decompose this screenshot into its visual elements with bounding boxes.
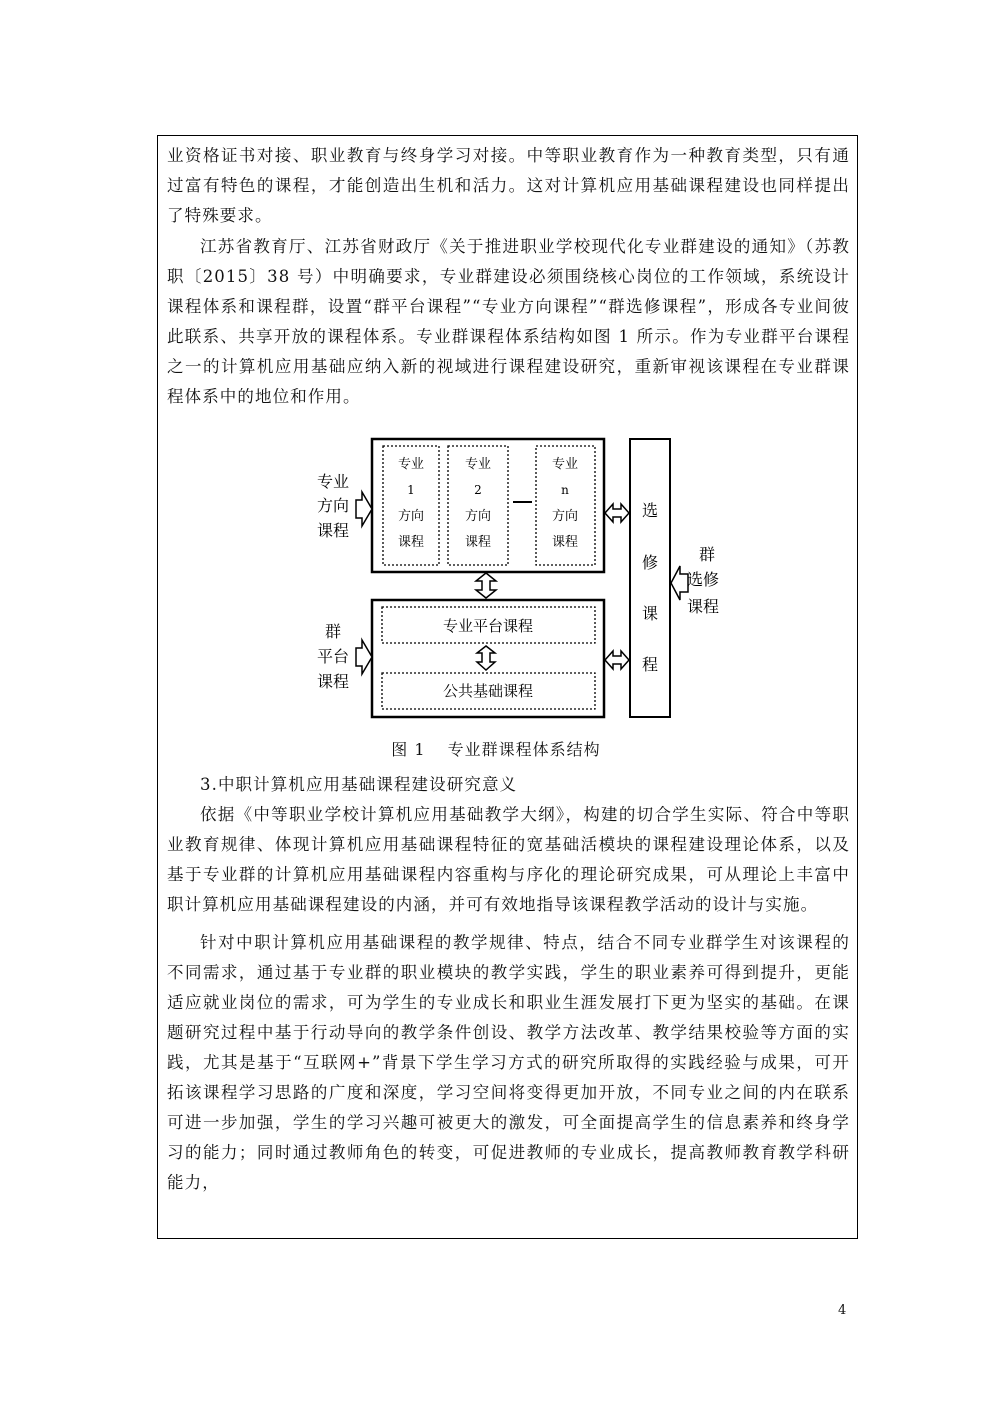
vertical-double-arrow-bottom (477, 646, 495, 670)
major-direction-label-3: 课程 (316, 521, 350, 540)
text-block-significance (167, 770, 850, 1198)
platform-label-1: 群 (324, 622, 342, 641)
elective-label-3: 课程 (686, 597, 720, 616)
section-heading: 3.中职计算机应用基础课程建设研究意义 (200, 775, 518, 794)
major-1-line2: 1 (407, 483, 415, 497)
horizontal-double-arrow-bottom (605, 651, 629, 669)
paragraph-continued: 业资格证书对接、职业教育与终身学习对接。中等职业教育作为一种教育类型，只有通过富有特色的课程，才能创造出生机和活力。这对计算机应用基础课程建设也同样提出了特殊要求。 (167, 146, 850, 225)
major-2-line1: 专业 (464, 457, 492, 472)
input-arrow-major (356, 492, 372, 526)
major-1-line1: 专业 (397, 457, 425, 472)
major-1-line4: 课程 (397, 535, 425, 550)
major-direction-label-2: 方向 (316, 496, 350, 515)
platform-course-label: 专业平台课程 (442, 617, 534, 635)
elective-char-3: 课 (641, 604, 659, 623)
course-structure-diagram (300, 430, 720, 730)
public-course-label: 公共基础课程 (442, 682, 534, 700)
major-2-line3: 方向 (464, 509, 492, 524)
major-2-line2: 2 (474, 483, 482, 497)
text-block-top (167, 141, 850, 231)
major-1-line3: 方向 (397, 509, 425, 524)
major-direction-label-1: 专业 (316, 472, 350, 491)
figure-caption-number: 图 1 (391, 740, 426, 759)
elective-char-2: 修 (641, 553, 659, 572)
platform-label-2: 平台 (316, 647, 350, 666)
horizontal-double-arrow-top (605, 504, 629, 522)
paragraph-syllabus: 依据《中等职业学校计算机应用基础教学大纲》，构建的切合学生实际、符合中等职业教育规律、体现计算机应用基础课程特征的宽基础活模块的课程建设理论体系，以及基于专业群的计算机应用基础课程内容重构与序化的理论研究成果，可从理论上丰富中职计算机应用基础课程建设的内涵，并可有效地指导该课程教学活动的设计与实施。 (167, 805, 850, 914)
major-n-line1: 专业 (551, 457, 579, 472)
elective-char-1: 选 (641, 501, 659, 520)
major-n-line4: 课程 (551, 535, 579, 550)
elective-label-1: 群 (698, 545, 716, 564)
elective-label-2: 选修 (686, 570, 720, 589)
input-arrow-elective (671, 566, 688, 600)
paragraph-notice: 江苏省教育厅、江苏省财政厅《关于推进职业学校现代化专业群建设的通知》（苏教职〔2015〕38 号）中明确要求，专业群建设必须围绕核心岗位的工作领域，系统设计课程体系和课程群，设置“群平台课程”“专业方向课程”“群选修课程”，形成各专业间彼此联系、共享开放的课程体系。专业群课程体系结构如图 1 所示。作为专业群平台课程之一的计算机应用基础应纳入新的视域进行课程建设研究，重新审视该课程在专业群课程体系中的地位和作用。 (167, 237, 850, 406)
input-arrow-platform (356, 640, 372, 674)
platform-label-3: 课程 (316, 672, 350, 691)
page-number: 4 (838, 1303, 847, 1318)
vertical-double-arrow-top (476, 573, 496, 598)
elective-course-box (630, 439, 670, 717)
major-n-line2: n (561, 483, 569, 497)
text-block-notice (167, 232, 850, 412)
elective-char-4: 程 (641, 655, 659, 674)
figure-caption-text: 专业群课程体系结构 (447, 740, 601, 759)
major-n-line3: 方向 (551, 509, 579, 524)
major-2-line4: 课程 (464, 535, 492, 550)
paragraph-practice: 针对中职计算机应用基础课程的教学规律、特点，结合不同专业群学生对该课程的不同需求，通过基于专业群的职业模块的教学实践，学生的职业素养可得到提升，更能适应就业岗位的需求，可为学生的专业成长和职业生涯发展打下更为坚实的基础。在课题研究过程中基于行动导向的教学条件创设、教学方法改革、教学结果校验等方面的实践，尤其是基于“互联网+”背景下学生学习方式的研究所取得的实践经验与成果，可开拓该课程学习思路的广度和深度，学习空间将变得更加开放，不同专业之间的内在联系可进一步加强，学生的学习兴趣可被更大的激发，可全面提高学生的信息素养和终身学习的能力；同时通过教师角色的转变，可促进教师的专业成长，提高教师教育教学科研能力， (167, 933, 850, 1192)
figure-caption (0, 737, 992, 760)
